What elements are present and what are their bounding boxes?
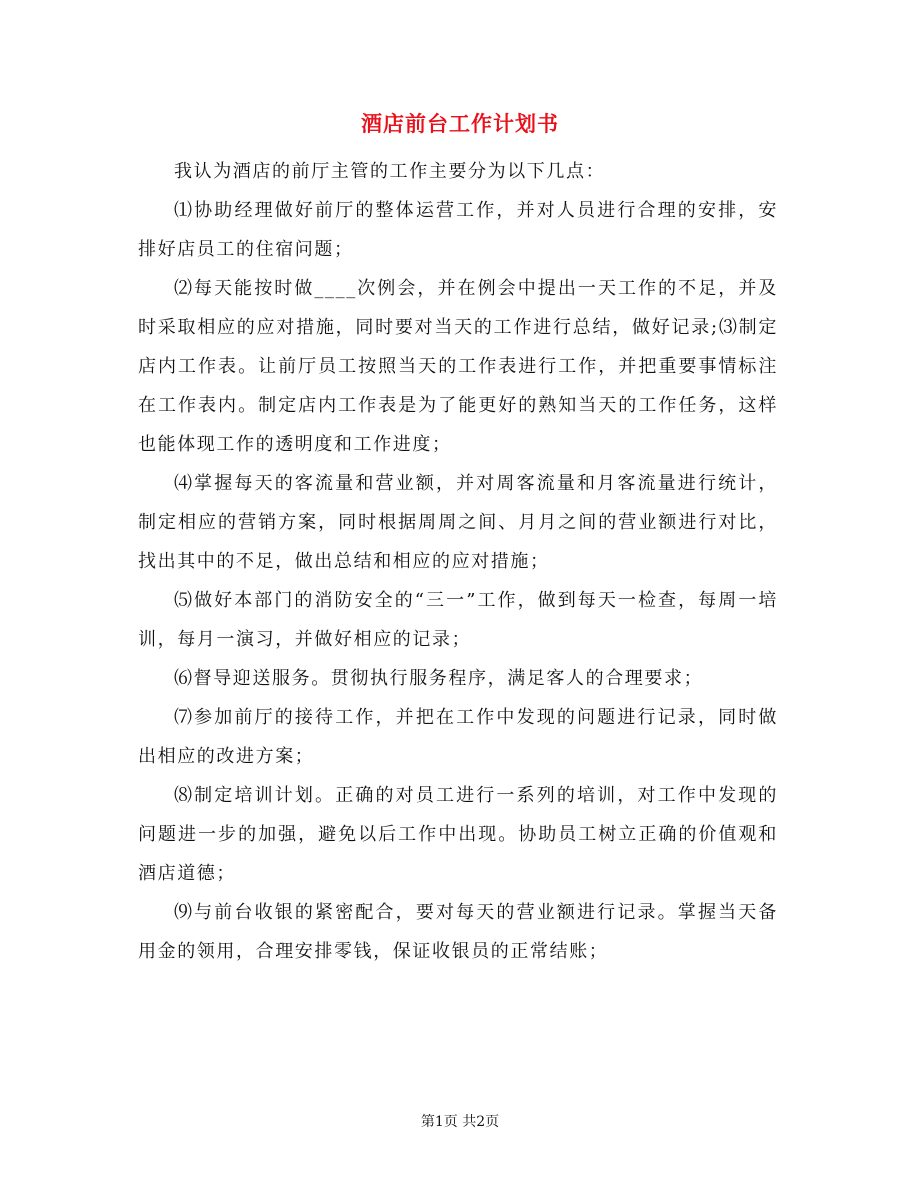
paragraph-item-6: ⑹督导迎送服务。贯彻执行服务程序，满足客人的合理要求； bbox=[174, 668, 704, 689]
paragraph-item-4: ⑷掌握每天的客流量和营业额，并对周客流量和月客流量进行统计，制定相应的营销方案，同时根据周周之间、月月之间的营业额进行对比，找出其中的不足，做出总结和相应的应对措施； bbox=[138, 473, 778, 572]
paragraph-item-5: ⑸做好本部门的消防安全的“三一”工作，做到每天一检查，每周一培训，每月一演习，并做好相应的记录； bbox=[138, 590, 778, 650]
document-title: 酒店前台工作计划书 bbox=[361, 111, 559, 136]
paragraph-item-9: ⑼与前台收银的紧密配合，要对每天的营业额进行记录。掌握当天备用金的领用，合理安排零钱，保证收银员的正常结账； bbox=[138, 902, 778, 962]
page-footer: 第1页 共2页 bbox=[420, 1114, 500, 1130]
paragraph-item-1: ⑴协助经理做好前厅的整体运营工作，并对人员进行合理的安排，安排好店员工的住宿问题； bbox=[138, 200, 778, 260]
paragraph-intro: 我认为酒店的前厅主管的工作主要分为以下几点： bbox=[174, 161, 606, 182]
paragraph-item-2-3: ⑵每天能按时做____次例会，并在例会中提出一天工作的不足，并及时采取相应的应对措施，同时要对当天的工作进行总结，做好记录;⑶制定店内工作表。让前厅员工按照当天的工作表进行工作，并把重要事情标注在工作表内。制定店内工作表是为了能更好的熟知当天的工作任务，这样也能体现工作的透明度和工作进度； bbox=[138, 278, 778, 455]
paragraph-item-8: ⑻制定培训计划。正确的对员工进行一系列的培训，对工作中发现的问题进一步的加强，避免以后工作中出现。协助员工树立正确的价值观和酒店道德； bbox=[138, 785, 778, 884]
document-body bbox=[138, 152, 778, 971]
paragraph-item-7: ⑺参加前厅的接待工作，并把在工作中发现的问题进行记录，同时做出相应的改进方案； bbox=[138, 707, 778, 767]
